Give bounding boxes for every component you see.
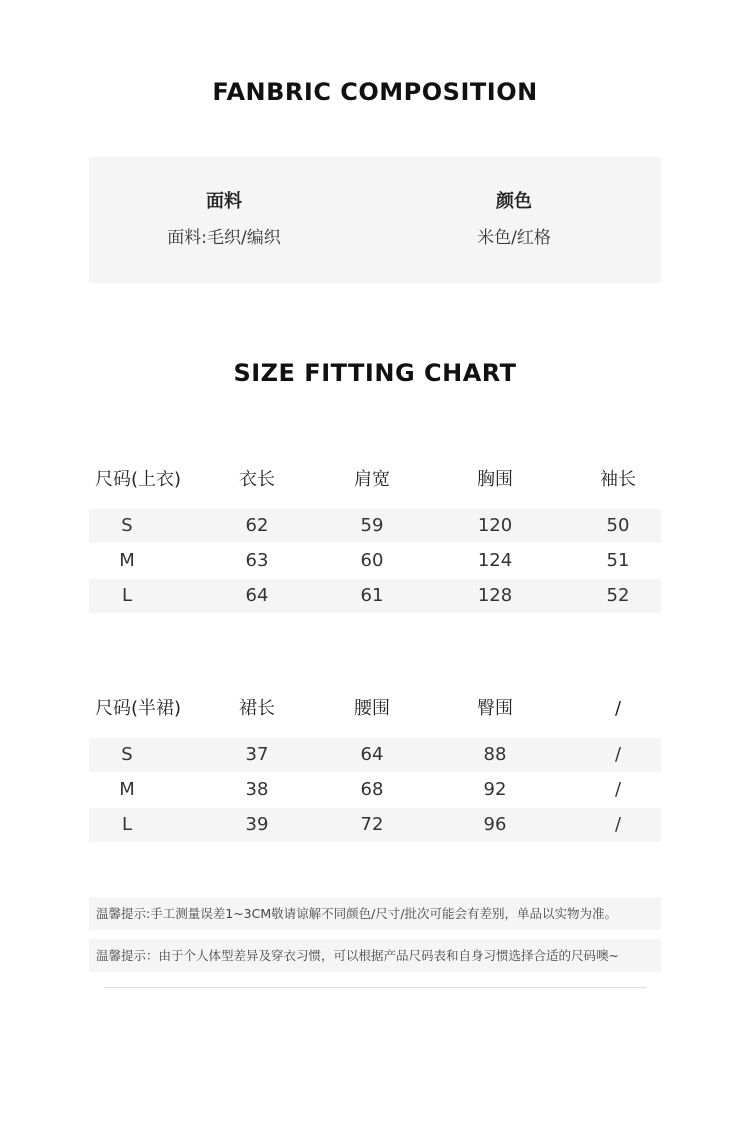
material-value: 面料:毛织/编织	[167, 228, 281, 248]
value-cell: 52	[606, 585, 630, 606]
value-cell: 59	[360, 515, 384, 536]
size-cell: M	[119, 779, 135, 800]
fabric-color-column	[419, 187, 609, 248]
color-heading: 颜色	[496, 191, 532, 212]
size-cell: M	[119, 550, 135, 571]
table-header-row	[89, 460, 661, 500]
table-row	[89, 509, 661, 543]
header-cell: /	[614, 698, 622, 719]
table-row	[89, 773, 661, 807]
value-cell: 39	[245, 814, 269, 835]
fabric-info-panel	[89, 157, 661, 283]
value-cell: 62	[245, 515, 269, 536]
header-cell: 胸围	[477, 469, 513, 490]
value-cell: 72	[360, 814, 384, 835]
top-size-table	[89, 460, 661, 613]
value-cell: 124	[477, 550, 513, 571]
value-cell: 92	[483, 779, 507, 800]
value-cell: /	[614, 744, 622, 765]
value-cell: 37	[245, 744, 269, 765]
value-cell: 68	[360, 779, 384, 800]
size-cell: S	[121, 515, 133, 536]
value-cell: 128	[477, 585, 513, 606]
value-cell: 60	[360, 550, 384, 571]
value-cell: 51	[606, 550, 630, 571]
header-cell: 肩宽	[354, 469, 390, 490]
color-value: 米色/红格	[477, 228, 551, 248]
table-row	[89, 579, 661, 613]
header-cell: 臀围	[477, 698, 513, 719]
value-cell: /	[614, 814, 622, 835]
divider	[104, 987, 646, 988]
value-cell: 64	[245, 585, 269, 606]
header-cell: 腰围	[354, 698, 390, 719]
header-cell: 衣长	[239, 469, 275, 490]
material-heading: 面料	[206, 191, 242, 212]
header-cell: 袖长	[600, 469, 636, 490]
value-cell: 96	[483, 814, 507, 835]
value-cell: 64	[360, 744, 384, 765]
measurement-notice: 温馨提示:手工测量误差1~3CM敬请谅解不同颜色/尺寸/批次可能会有差别，单品以实物为准。	[89, 897, 661, 930]
header-cell: 尺码(半裙)	[95, 698, 182, 719]
fabric-composition-title: FANBRIC COMPOSITION	[212, 78, 538, 106]
skirt-size-table	[89, 689, 661, 842]
size-chart-title: SIZE FITTING CHART	[233, 359, 517, 387]
value-cell: /	[614, 779, 622, 800]
size-cell: S	[121, 744, 133, 765]
table-row	[89, 544, 661, 578]
table-header-row	[89, 689, 661, 729]
value-cell: 61	[360, 585, 384, 606]
fabric-material-column	[129, 187, 319, 248]
sizing-advice-notice: 温馨提示：由于个人体型差异及穿衣习惯，可以根据产品尺码表和自身习惯选择合适的尺码噢~	[89, 939, 661, 972]
value-cell: 63	[245, 550, 269, 571]
value-cell: 38	[245, 779, 269, 800]
value-cell: 88	[483, 744, 507, 765]
header-cell: 裙长	[239, 698, 275, 719]
table-row	[89, 738, 661, 772]
value-cell: 50	[606, 515, 630, 536]
size-cell: L	[121, 585, 133, 606]
header-cell: 尺码(上衣)	[95, 469, 182, 490]
table-row	[89, 808, 661, 842]
size-cell: L	[121, 814, 133, 835]
value-cell: 120	[477, 515, 513, 536]
